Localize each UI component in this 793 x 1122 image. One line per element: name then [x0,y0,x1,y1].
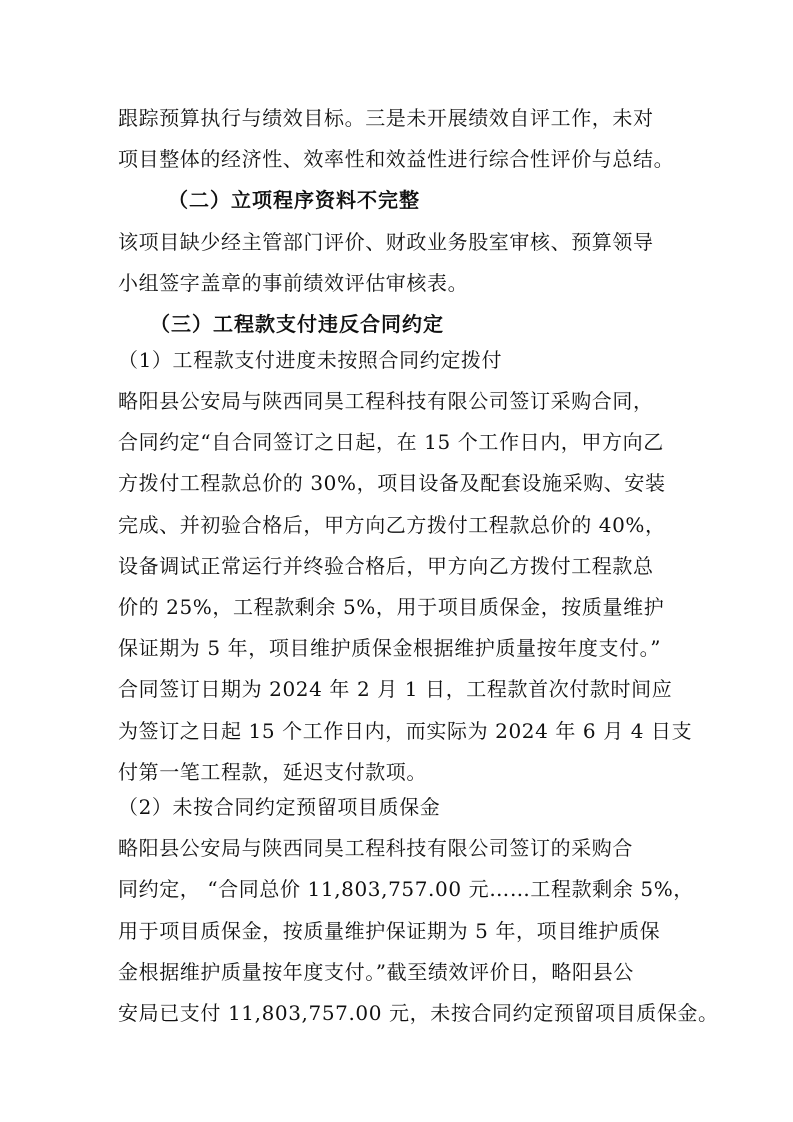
paragraph-line: 合同约定“自合同签订之日起，在 15 个工作日内，甲方向乙 [118,430,664,454]
paragraph-line: 用于项目质保金，按质量维护保证期为 5 年，项目维护质保 [118,919,661,943]
section-heading-2: （二）立项程序资料不完整 [168,188,420,212]
section-heading-3: （三）工程款支付违反合同约定 [150,312,444,336]
paragraph-line: 项目整体的经济性、效率性和效益性进行综合性评价与总结。 [118,147,675,171]
paragraph-line: 方拨付工程款总价的 30%，项目设备及配套设施采购、安装 [118,471,666,495]
subsection-heading-2: （2）未按合同约定预留项目质保金 [118,795,441,819]
paragraph-line: 完成、并初验合格后，甲方向乙方拨付工程款总价的 40%， [118,513,666,537]
subsection-heading-1: （1）工程款支付进度未按照合同约定拨付 [118,348,503,372]
paragraph-line: 略阳县公安局与陕西同昊工程科技有限公司签订采购合同， [118,389,654,413]
paragraph-line: 为签订之日起 15 个工作日内，而实际为 2024 年 6 月 4 日支 [118,719,693,743]
paragraph-line: 保证期为 5 年，项目维护质保金根据维护质量按年度支付。” [118,636,662,660]
paragraph-line: 安局已支付 11,803,757.00 元，未按合同约定预留项目质保金。 [118,1001,719,1025]
paragraph-line: 该项目缺少经主管部门评价、财政业务股室审核、预算领导 [118,230,654,254]
paragraph-line: 同约定， “合同总价 11,803,757.00 元……工程款剩余 5%， [118,877,694,901]
paragraph-line: 付第一笔工程款，延迟支付款项。 [118,760,427,784]
paragraph-line: 跟踪预算执行与绩效目标。三是未开展绩效自评工作，未对 [118,106,654,130]
paragraph-line: 合同签订日期为 2024 年 2 月 1 日，工程款首次付款时间应 [118,677,673,701]
paragraph-line: 金根据维护质量按年度支付。”截至绩效评价日，略阳县公 [118,960,634,984]
paragraph-line: 略阳县公安局与陕西同昊工程科技有限公司签订的采购合 [118,836,633,860]
paragraph-line: 设备调试正常运行并终验合格后，甲方向乙方拨付工程款总 [118,554,654,578]
paragraph-line: 小组签字盖章的事前绩效评估审核表。 [118,271,469,295]
paragraph-line: 价的 25%，工程款剩余 5%，用于项目质保金，按质量维护 [118,595,665,619]
